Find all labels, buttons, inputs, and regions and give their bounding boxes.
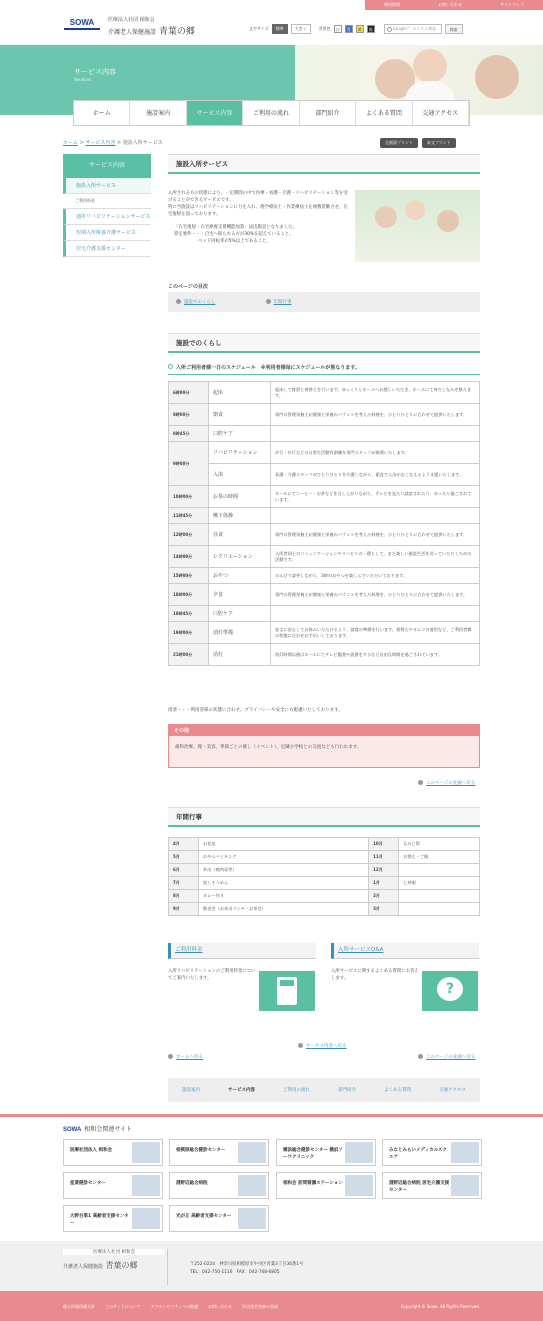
schedule-row bbox=[169, 442, 480, 464]
event-name bbox=[399, 903, 480, 916]
related-site-link[interactable]: 光が丘 高齢者支援センター bbox=[169, 1205, 269, 1232]
schedule-activity: お茶の時間 bbox=[209, 486, 271, 508]
global-nav bbox=[73, 100, 470, 126]
site-thumbnail bbox=[238, 1142, 266, 1163]
footer-bottom bbox=[0, 1291, 543, 1321]
schedule-description: 専門の管理栄養士が健康と栄養のバランスを考えた料理を、ひとりひとりに合わせて提供いたします。 bbox=[271, 524, 480, 546]
font-standard-button[interactable]: 標準 bbox=[272, 24, 288, 34]
related-site-link[interactable]: 淵野辺総合病院 bbox=[169, 1172, 269, 1199]
site-thumbnail bbox=[238, 1208, 266, 1229]
schedule-row bbox=[169, 426, 480, 442]
bg-white-button[interactable]: 白 bbox=[335, 27, 340, 32]
schedule-activity: 朝食 bbox=[209, 404, 271, 426]
schedule-activity: 口腔ケア bbox=[209, 606, 271, 622]
event-month: 3月 bbox=[369, 903, 399, 916]
qa-card-text: 入所サービスに関するよくある質問にお答えします。 bbox=[331, 969, 419, 981]
schedule-time: 6時00分 bbox=[169, 382, 209, 404]
related-site-link[interactable]: 淵野辺総合病院 居宅介護支援センター bbox=[382, 1172, 482, 1199]
arrow-circle-icon bbox=[298, 1043, 303, 1048]
event-month: 10月 bbox=[369, 838, 399, 851]
schedule-note: 排泄・・・利用者様の状態に合わせ、プライバシーや安全にも配慮いたしております。 bbox=[168, 708, 343, 713]
back-to-services-link[interactable]: サービス内容へ戻る bbox=[306, 1044, 347, 1049]
schedule-row bbox=[169, 404, 480, 426]
care-photo bbox=[355, 190, 480, 262]
fee-card-text: 入所リハビリテーションのご利用料金についてご案内いたします。 bbox=[168, 969, 256, 981]
recruit-link[interactable]: 採用情報 bbox=[384, 2, 401, 7]
schedule-time: 9時00分 bbox=[169, 442, 209, 486]
sidebar bbox=[63, 154, 151, 257]
schedule-time: 21時00分 bbox=[169, 644, 209, 666]
schedule-time: 18時00分 bbox=[169, 584, 209, 606]
event-name: 流しそうめん bbox=[199, 877, 369, 890]
schedule-description: 入所者同士のコミュニケーションやリハビリの一環として、また楽しい施設生活を送っていただくための活動です。 bbox=[271, 546, 480, 568]
site-thumbnail bbox=[451, 1142, 479, 1163]
schedule-row bbox=[169, 584, 480, 606]
event-month: 5月 bbox=[169, 851, 199, 864]
event-row bbox=[169, 903, 480, 916]
bottom-nav-access[interactable]: 交通アクセス bbox=[439, 1088, 466, 1093]
schedule-description: 看護・介護スタッフがひとりひとりを介護しながら、素直で入浴がおこなえるよう支援いたします。 bbox=[271, 464, 480, 486]
contact-link[interactable]: お問い合わせ bbox=[438, 2, 463, 7]
schedule-activity: レクリエーション bbox=[209, 546, 271, 568]
arrow-up-circle-icon bbox=[418, 780, 423, 785]
qa-card-title[interactable]: 入所サービスQ&A bbox=[331, 943, 479, 959]
footer-link-contact[interactable]: お問い合わせ bbox=[208, 1304, 233, 1309]
schedule-time: 14時00分 bbox=[169, 546, 209, 568]
schedule-time: 8時00分 bbox=[169, 404, 209, 426]
to-top-link[interactable]: このページの先頭へ戻る bbox=[426, 781, 476, 786]
toc-label: このページの目次 bbox=[168, 284, 208, 290]
schedule-description: 消灯時間以後はホールにてテレビ鑑賞や読書をするなど自由な時間を過ごされています。 bbox=[271, 644, 480, 666]
nav-access[interactable]: 交通アクセス bbox=[413, 101, 469, 125]
other-text: 歯科治療、理・美容、季節ごとの催し（イベント）、近隣小学校との交流なども行われます。 bbox=[175, 745, 362, 750]
event-name bbox=[399, 864, 480, 877]
calculator-icon[interactable] bbox=[259, 971, 315, 1011]
nav-departments[interactable]: 部門紹介 bbox=[300, 101, 356, 125]
schedule-activity: 入浴 bbox=[209, 464, 271, 486]
site-title[interactable]: 介護老人保健施設 青葉の郷 bbox=[108, 27, 195, 37]
footer-link-about[interactable]: このサイトについて bbox=[105, 1304, 141, 1309]
event-row bbox=[169, 851, 480, 864]
schedule-time: 15時00分 bbox=[169, 568, 209, 584]
schedule-row bbox=[169, 622, 480, 644]
event-row bbox=[169, 864, 480, 877]
related-site-link[interactable]: 相和会 訪問看護ステーション bbox=[276, 1172, 376, 1199]
sidebar-item-tsusho[interactable]: 通所リハビリテーションサービス bbox=[63, 209, 151, 225]
site-thumbnail bbox=[132, 1175, 160, 1196]
footer-logo[interactable]: 医療法人社団 相和会 介護老人保健施設 青葉の郷 bbox=[63, 1249, 168, 1285]
schedule-time: 19時00分 bbox=[169, 622, 209, 644]
related-site-link[interactable]: 横浜総合健診センター 横浜ソーワクリニック bbox=[276, 1139, 376, 1166]
sowa-logo[interactable]: SOWA bbox=[64, 17, 100, 30]
event-name: もみじ祭 bbox=[399, 838, 480, 851]
event-month: 2月 bbox=[369, 890, 399, 903]
sitemap-link[interactable]: サイトマップ bbox=[500, 2, 524, 7]
schedule-activity: 起床 bbox=[209, 382, 271, 404]
footer-link-register[interactable]: 所定患者登録の登録 bbox=[242, 1304, 279, 1309]
circle-bullet-icon bbox=[168, 364, 173, 369]
site-thumbnail bbox=[345, 1175, 373, 1196]
section-title-nyusho: 施設入所サービス bbox=[168, 154, 480, 174]
nav-faq[interactable]: よくある質問 bbox=[356, 101, 412, 125]
arrow-circle-icon bbox=[266, 299, 271, 304]
event-month: 11月 bbox=[369, 851, 399, 864]
arrow-circle-icon bbox=[168, 1054, 173, 1059]
nav-facility[interactable]: 施設案内 bbox=[130, 101, 186, 125]
related-site-link[interactable]: みなとみらいメディカルスクエア bbox=[382, 1139, 482, 1166]
schedule-time: 18時45分 bbox=[169, 606, 209, 622]
footer bbox=[0, 1241, 543, 1291]
fee-card-title[interactable]: ご利用料金 bbox=[168, 943, 316, 959]
search-icon bbox=[387, 27, 392, 32]
arrow-circle-icon bbox=[176, 299, 181, 304]
schedule-heading: 入所ご利用者様一日のスケジュール ※利用者様毎にスケジュールが異なります。 bbox=[168, 364, 480, 375]
schedule-time: 8時45分 bbox=[169, 426, 209, 442]
schedule-row bbox=[169, 644, 480, 666]
schedule-description: ホールにてコーヒー・お茶などを召し上がりながら、テレビを見たり談話されたり、ゆったり過ごされています。 bbox=[271, 486, 480, 508]
schedule-time: 10時00分 bbox=[169, 486, 209, 508]
font-large-button[interactable]: 大きく bbox=[291, 24, 311, 34]
section-title-events: 年間行事 bbox=[168, 807, 480, 827]
bottom-nav-facility[interactable]: 施設案内 bbox=[182, 1088, 200, 1093]
schedule-row bbox=[169, 464, 480, 486]
print-full-button[interactable]: 全画面プリント bbox=[380, 138, 418, 148]
event-name bbox=[399, 890, 480, 903]
to-top-link-2[interactable]: このページの先頭へ戻る bbox=[426, 1055, 476, 1060]
event-row bbox=[169, 838, 480, 851]
event-month: 4月 bbox=[169, 838, 199, 851]
event-name: 衣替え・ご飯 bbox=[399, 851, 480, 864]
schedule-table bbox=[168, 381, 480, 666]
toc-link-events[interactable]: 年間行事 bbox=[273, 300, 292, 305]
utility-bar bbox=[365, 0, 543, 10]
print-buttons bbox=[380, 138, 456, 148]
schedule-description: 歩行・歩行などの日常生活動作訓練を専門スタッフが指導いたします。 bbox=[271, 442, 480, 464]
schedule-row bbox=[169, 382, 480, 404]
footer-address: 〒252-0224 神奈川県相模原市中央区青葉3丁目36番1号 TEL：042-750-1116 FAX：042-768-6805 bbox=[190, 1262, 304, 1275]
event-name: カレー作り bbox=[199, 890, 369, 903]
event-month: 12月 bbox=[369, 864, 399, 877]
event-month: 1月 bbox=[369, 877, 399, 890]
schedule-description: 起床して排泄と着替えを行います。ゆっくりとホールへお越しいただき、ホールにて身だしなみを整えます。 bbox=[271, 382, 480, 404]
event-name: 七草粥 bbox=[399, 877, 480, 890]
back-home-link[interactable]: ホームへ戻る bbox=[176, 1055, 203, 1060]
event-month: 8月 bbox=[169, 890, 199, 903]
schedule-description bbox=[271, 426, 480, 442]
breadcrumb-current: 施設入所サービス bbox=[122, 140, 163, 146]
sidebar-item-tanki[interactable]: 短期入所療養介護サービス bbox=[63, 225, 151, 241]
org-name: 医療法人社団 相和会 bbox=[108, 17, 155, 23]
schedule-time: 11時45分 bbox=[169, 508, 209, 524]
schedule-row bbox=[169, 568, 480, 584]
print-body-button[interactable]: 本文プリント bbox=[422, 138, 456, 148]
related-divider bbox=[0, 1114, 543, 1117]
site-thumbnail bbox=[132, 1208, 160, 1229]
event-name: おやつバイキング bbox=[199, 851, 369, 864]
section-title-life: 施設でのくらし bbox=[168, 333, 480, 353]
related-site-link[interactable]: 大野台第1 高齢者支援センター bbox=[63, 1205, 163, 1232]
sidebar-title: サービス内容 bbox=[63, 154, 151, 178]
event-row bbox=[169, 877, 480, 890]
schedule-row bbox=[169, 486, 480, 508]
schedule-description: のんびり談笑しながら、3時のおやつを楽しんでいただいております。 bbox=[271, 568, 480, 584]
schedule-activity: リハビリテーション bbox=[209, 442, 271, 464]
arrow-up-circle-icon bbox=[418, 1054, 423, 1059]
bottom-nav-services[interactable]: サービス内容 bbox=[228, 1088, 256, 1093]
bottom-nav-faq[interactable]: よくある質問 bbox=[384, 1088, 412, 1093]
bg-blue-button[interactable]: 青 bbox=[346, 27, 351, 32]
event-name: 敬老会（お寿司ランチ・お茶会） bbox=[199, 903, 369, 916]
schedule-row bbox=[169, 508, 480, 524]
schedule-description bbox=[271, 606, 480, 622]
breadcrumb-home[interactable]: ホーム bbox=[63, 140, 79, 146]
sidebar-item-kyotaku[interactable]: 居宅介護支援センター bbox=[63, 241, 151, 257]
schedule-activity: 消灯 bbox=[209, 644, 271, 666]
other-notice bbox=[168, 724, 480, 768]
hero-subtitle: Services bbox=[74, 77, 91, 82]
event-month: 9月 bbox=[169, 903, 199, 916]
related-title: SOWA 相和会関連サイト bbox=[63, 1126, 132, 1133]
breadcrumb-services[interactable]: サービス内容 bbox=[85, 140, 116, 146]
sidebar-item-fee[interactable]: ご利用料金 bbox=[63, 194, 151, 209]
footer-link-privacy[interactable]: 個人情報保護方針 bbox=[63, 1304, 95, 1309]
footer-link-accessibility[interactable]: アクセシビリティへの配慮 bbox=[150, 1304, 199, 1309]
schedule-row bbox=[169, 524, 480, 546]
schedule-time: 12時00分 bbox=[169, 524, 209, 546]
nav-flow[interactable]: ご利用の流れ bbox=[243, 101, 299, 125]
bg-black-button[interactable]: 黒 bbox=[368, 27, 373, 32]
event-name: お花見 bbox=[199, 838, 369, 851]
site-thumbnail bbox=[451, 1175, 479, 1196]
site-thumbnail bbox=[238, 1175, 266, 1196]
search-button[interactable]: 検索 bbox=[445, 24, 463, 34]
page-toc bbox=[168, 292, 480, 312]
hero-title: サービス内容 bbox=[74, 68, 116, 76]
schedule-activity: おやつ bbox=[209, 568, 271, 584]
bottom-nav-flow[interactable]: ご利用の流れ bbox=[283, 1088, 311, 1093]
schedule-activity: 口腔ケア bbox=[209, 426, 271, 442]
other-title: その他 bbox=[169, 725, 479, 736]
breadcrumb: ホーム > サービス内容 > 施設入所サービス bbox=[63, 140, 163, 146]
bottom-nav-departments[interactable]: 部門紹介 bbox=[338, 1088, 357, 1093]
question-bubble-icon[interactable]: ? bbox=[422, 971, 478, 1011]
related-site-link[interactable]: 医療社団法人 相和会 bbox=[63, 1139, 163, 1166]
intro-text: 入所される方の状態により、一定期間の中で医療・看護・介護・リハビリテーション等を受けることができるサービスです。 特に当施設はリハビリテーションに力を入れ、理学療法士・作業療法士を複数常勤させ、在宅復帰を図っております。 「在宅復帰・在宅療養支援機能加算」届出施設となりました。 算定要件・・・自宅へ帰られる方が30%を超えていること。 ベッド回転率が5%以上であること。 bbox=[168, 191, 348, 244]
event-month: 6月 bbox=[169, 864, 199, 877]
sidebar-item-nyusho[interactable]: 施設入所サービス bbox=[63, 178, 151, 194]
nav-home[interactable]: ホーム bbox=[74, 101, 130, 125]
copyright: Copyright © Sowa. All Rights Reserved. bbox=[400, 1304, 480, 1309]
events-table bbox=[168, 837, 480, 916]
bottom-nav bbox=[168, 1078, 480, 1102]
schedule-activity: 昼食 bbox=[209, 524, 271, 546]
schedule-activity: 消灯準備 bbox=[209, 622, 271, 644]
event-name: 外出（焼肉昼等） bbox=[199, 864, 369, 877]
schedule-description: 安全に安心してお休みいただけるよう、就寝の準備を行います。着替えやオムツの着用など、ご利用者様の状態に合わせお手伝いしております。 bbox=[271, 622, 480, 644]
related-site-link[interactable]: 相模原総合健診センター bbox=[169, 1139, 269, 1166]
search-input[interactable]: Google™ カスタム検索 bbox=[384, 24, 442, 34]
related-site-link[interactable]: 産業健診センター bbox=[63, 1172, 163, 1199]
event-month: 7月 bbox=[169, 877, 199, 890]
nav-services[interactable]: サービス内容 bbox=[187, 101, 243, 125]
schedule-description bbox=[271, 508, 480, 524]
schedule-activity: 夕食 bbox=[209, 584, 271, 606]
site-thumbnail bbox=[345, 1142, 373, 1163]
schedule-row bbox=[169, 546, 480, 568]
schedule-row bbox=[169, 606, 480, 622]
bg-yellow-button[interactable]: 黄 bbox=[357, 27, 362, 32]
schedule-activity: 嚥下体操 bbox=[209, 508, 271, 524]
site-thumbnail bbox=[132, 1142, 160, 1163]
accessibility-tools: 文字サイズ 標準 大きく 背景色 白 青 黄 黒 Google™ カスタム検索 検索 bbox=[249, 24, 463, 34]
event-row bbox=[169, 890, 480, 903]
schedule-description: 専門の管理栄養士が健康と栄養のバランスを考えた料理を、ひとりひとりに合わせて提供いたします。 bbox=[271, 404, 480, 426]
schedule-description: 専門の管理栄養士が健康と栄養のバランスを考えた料理を、ひとりひとりに合わせて提供いたします。 bbox=[271, 584, 480, 606]
toc-link-life[interactable]: 施設でのくらし bbox=[184, 300, 216, 305]
